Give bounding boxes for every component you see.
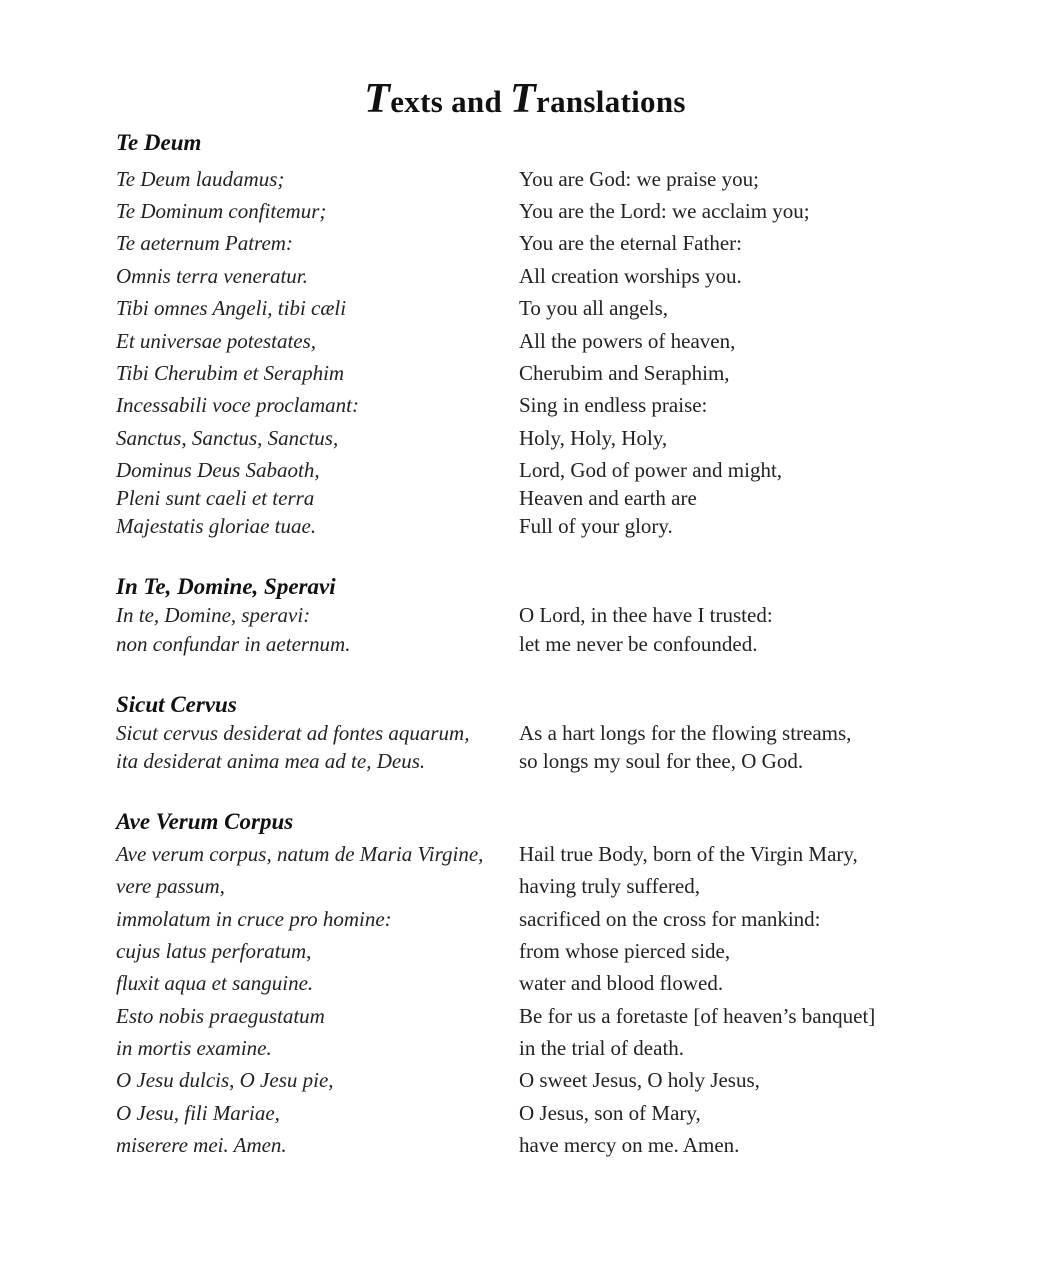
english-line: You are the Lord: we acclaim you; [519,199,810,223]
english-line: All creation worships you. [519,264,742,288]
english-line: Cherubim and Seraphim, [519,361,730,385]
latin-line: Tibi omnes Angeli, tibi cæli [116,296,347,320]
english-line: O Jesus, son of Mary, [519,1101,701,1125]
title-text-2: ranslations [536,84,686,119]
latin-line: immolatum in cruce pro homine: [116,907,392,931]
latin-line: Ave verum corpus, natum de Maria Virgine, [116,842,484,866]
english-line: To you all angels, [519,296,668,320]
english-line: Full of your glory. [519,514,673,538]
english-line: Heaven and earth are [519,486,697,510]
latin-line: Incessabili voce proclamant: [116,393,359,417]
latin-line: Sanctus, Sanctus, Sanctus, [116,426,339,450]
english-line: As a hart longs for the flowing streams, [519,721,852,745]
latin-line: Pleni sunt caeli et terra [116,486,315,510]
latin-line: miserere mei. Amen. [116,1133,287,1157]
english-line: water and blood flowed. [519,971,724,995]
latin-line: O Jesu dulcis, O Jesu pie, [116,1068,334,1092]
latin-line: cujus latus perforatum, [116,939,312,963]
english-line: You are the eternal Father: [519,231,742,255]
english-line: sacrificed on the cross for mankind: [519,907,821,931]
page-title [0,78,1050,120]
english-line: having truly suffered, [519,874,700,898]
latin-line: Esto nobis praegustatum [116,1004,325,1028]
english-line: let me never be confounded. [519,632,758,656]
section-title-ave-verum: Ave Verum Corpus [116,809,294,834]
latin-line: vere passum, [116,874,225,898]
english-line: in the trial of death. [519,1036,685,1060]
latin-line: Te aeternum Patrem: [116,231,293,255]
latin-line: Te Deum laudamus; [116,167,285,191]
latin-line: non confundar in aeternum. [116,632,351,656]
english-line: Holy, Holy, Holy, [519,426,668,450]
latin-line: In te, Domine, speravi: [116,603,311,627]
latin-line: Te Dominum confitemur; [116,199,327,223]
english-line: All the powers of heaven, [519,329,736,353]
english-line: from whose pierced side, [519,939,731,963]
english-line: Be for us a foretaste [of heaven’s banquet] [519,1004,876,1028]
latin-line: Dominus Deus Sabaoth, [116,458,320,482]
english-line: You are God: we praise you; [519,167,759,191]
latin-line: O Jesu, fili Mariae, [116,1101,280,1125]
section-title-sicut-cervus: Sicut Cervus [116,692,237,717]
english-line: Hail true Body, born of the Virgin Mary, [519,842,858,866]
latin-line: in mortis examine. [116,1036,272,1060]
section-title-te-deum: Te Deum [116,130,202,155]
english-line: O sweet Jesus, O holy Jesus, [519,1068,760,1092]
english-line: Lord, God of power and might, [519,458,783,482]
english-line: O Lord, in thee have I trusted: [519,603,773,627]
latin-line: Tibi Cherubim et Seraphim [116,361,345,385]
latin-line: Omnis terra veneratur. [116,264,308,288]
title-initial-1: T [364,76,391,122]
latin-line: Sicut cervus desiderat ad fontes aquarum, [116,721,470,745]
title-text-1: exts and [390,84,511,119]
latin-line: fluxit aqua et sanguine. [116,971,314,995]
english-line: so longs my soul for thee, O God. [519,749,804,773]
latin-line: ita desiderat anima mea ad te, Deus. [116,749,426,773]
latin-line: Et universae potestates, [116,329,317,353]
latin-line: Majestatis gloriae tuae. [116,514,317,538]
section-title-in-te-domine: In Te, Domine, Speravi [116,574,336,599]
title-initial-2: T [510,76,537,122]
english-line: have mercy on me. Amen. [519,1133,740,1157]
english-line: Sing in endless praise: [519,393,708,417]
